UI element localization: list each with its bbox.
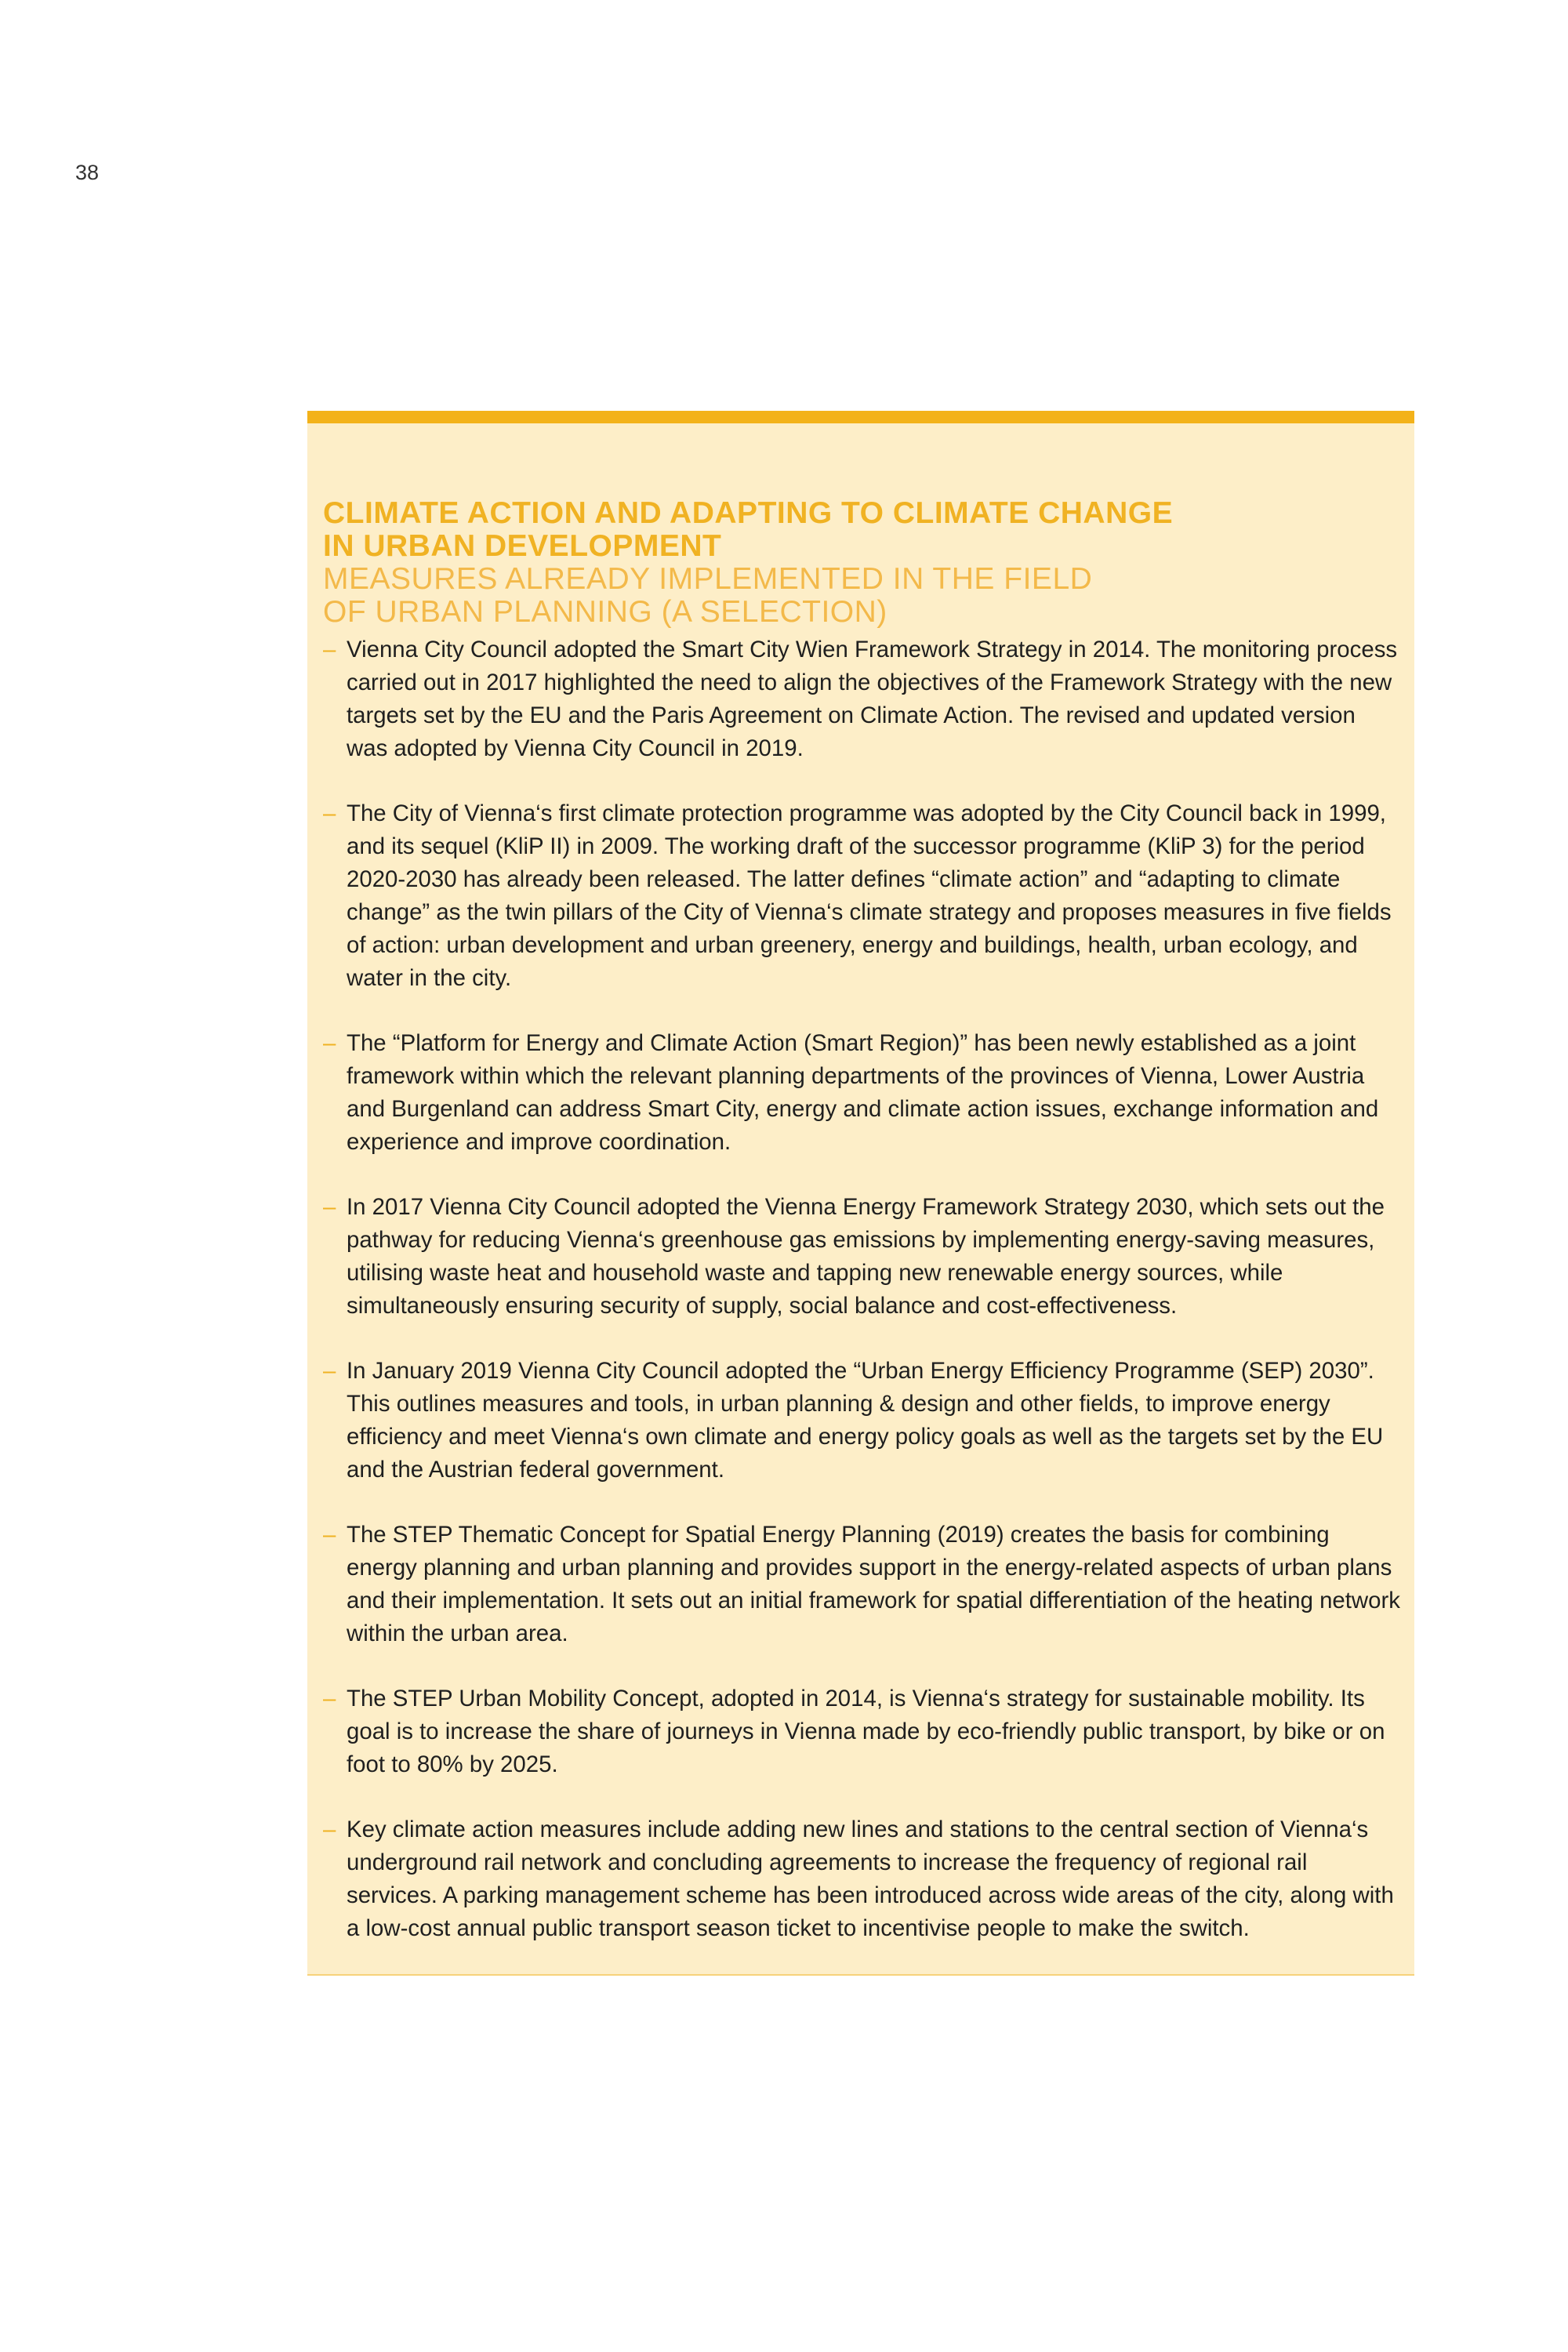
bullet-dash: –: [323, 1358, 336, 1384]
list-item: [323, 1682, 1400, 1781]
bullet-dash: –: [323, 1817, 336, 1842]
page-number: 38: [75, 161, 100, 184]
box-title-line-1: CLIMATE ACTION AND ADAPTING TO CLIMATE CHANGE: [323, 496, 1174, 530]
bullet-text: In 2017 Vienna City Council adopted the Vienna Energy Framework Strategy 2030, which sets out the pathway for reducing Vienna‘s greenhouse gas emissions by implementing energy-saving measures, utilising waste heat and household waste and tapping new renewable energy sources, while simultaneously ensuring security of supply, social balance and cost-effectiveness.: [347, 1194, 1385, 1319]
bullet-text: Vienna City Council adopted the Smart City Wien Framework Strategy in 2014. The monitoring process carried out in 2017 highlighted the need to align the objectives of the Framework Strategy with the new targets set by the EU and the Paris Agreement on Climate Action. The revised and updated version was adopted by Vienna City Council in 2019.: [347, 637, 1398, 761]
list-item: [323, 1813, 1400, 1945]
list-item: [323, 1519, 1400, 1650]
list-item: [323, 633, 1400, 765]
box-heading: [323, 497, 1389, 629]
list-item: [323, 1027, 1400, 1159]
bullet-dash: –: [323, 1522, 336, 1548]
list-item: [323, 1355, 1400, 1486]
bullet-text: The STEP Urban Mobility Concept, adopted in 2014, is Vienna‘s strategy for sustainable mobility. Its goal is to increase the share of journeys in Vienna made by eco-friendly public transport, by bike or on foot to 80% by 2025.: [347, 1686, 1385, 1777]
list-item: [323, 797, 1400, 995]
bullet-text: Key climate action measures include adding new lines and stations to the central section of Vienna‘s underground rail network and concluding agreements to increase the frequency of regional rail services. A parking management scheme has been introduced across wide areas of the city, along with a low-cost annual public transport season ticket to incentivise people to make the switch.: [347, 1817, 1394, 1941]
measures-list: [323, 633, 1400, 1977]
box-subtitle-line-1: MEASURES ALREADY IMPLEMENTED IN THE FIELD: [323, 562, 1093, 596]
box-title-line-2: IN URBAN DEVELOPMENT: [323, 529, 722, 563]
bullet-dash: –: [323, 1686, 336, 1711]
bullet-text: In January 2019 Vienna City Council adopted the “Urban Energy Efficiency Programme (SEP) 2030”. This outlines measures and tools, in urban planning & design and other fields, to improve energy efficiency and meet Vienna‘s own climate and energy policy goals as well as the targets set by the EU and the Austrian federal government.: [347, 1358, 1384, 1483]
box-subtitle-line-2: OF URBAN PLANNING (A SELECTION): [323, 595, 887, 629]
info-box: [307, 411, 1414, 1976]
bullet-dash: –: [323, 800, 336, 826]
bullet-dash: –: [323, 1194, 336, 1220]
bullet-text: The City of Vienna‘s first climate protection programme was adopted by the City Council back in 1999, and its sequel (KliP II) in 2009. The working draft of the successor programme (KliP 3) for the period 2020-2030 has already been released. The latter defines “climate action” and “adapting to climate change” as the twin pillars of the City of Vienna‘s climate strategy and proposes measures in five fields of action: urban development and urban greenery, energy and buildings, health, urban ecology, and water in the city.: [347, 800, 1392, 991]
bullet-text: The STEP Thematic Concept for Spatial Energy Planning (2019) creates the basis for combining energy planning and urban planning and provides support in the energy-related aspects of urban plans and their implementation. It sets out an initial framework for spatial differentiation of the heating network within the urban area.: [347, 1522, 1400, 1646]
bullet-dash: –: [323, 637, 336, 662]
bullet-text: The “Platform for Energy and Climate Action (Smart Region)” has been newly established as a joint framework within which the relevant planning departments of the provinces of Vienna, Lower Austria and Burgenland can address Smart City, energy and climate action issues, exchange information and experience and improve coordination.: [347, 1030, 1379, 1155]
list-item: [323, 1191, 1400, 1323]
bullet-dash: –: [323, 1030, 336, 1056]
